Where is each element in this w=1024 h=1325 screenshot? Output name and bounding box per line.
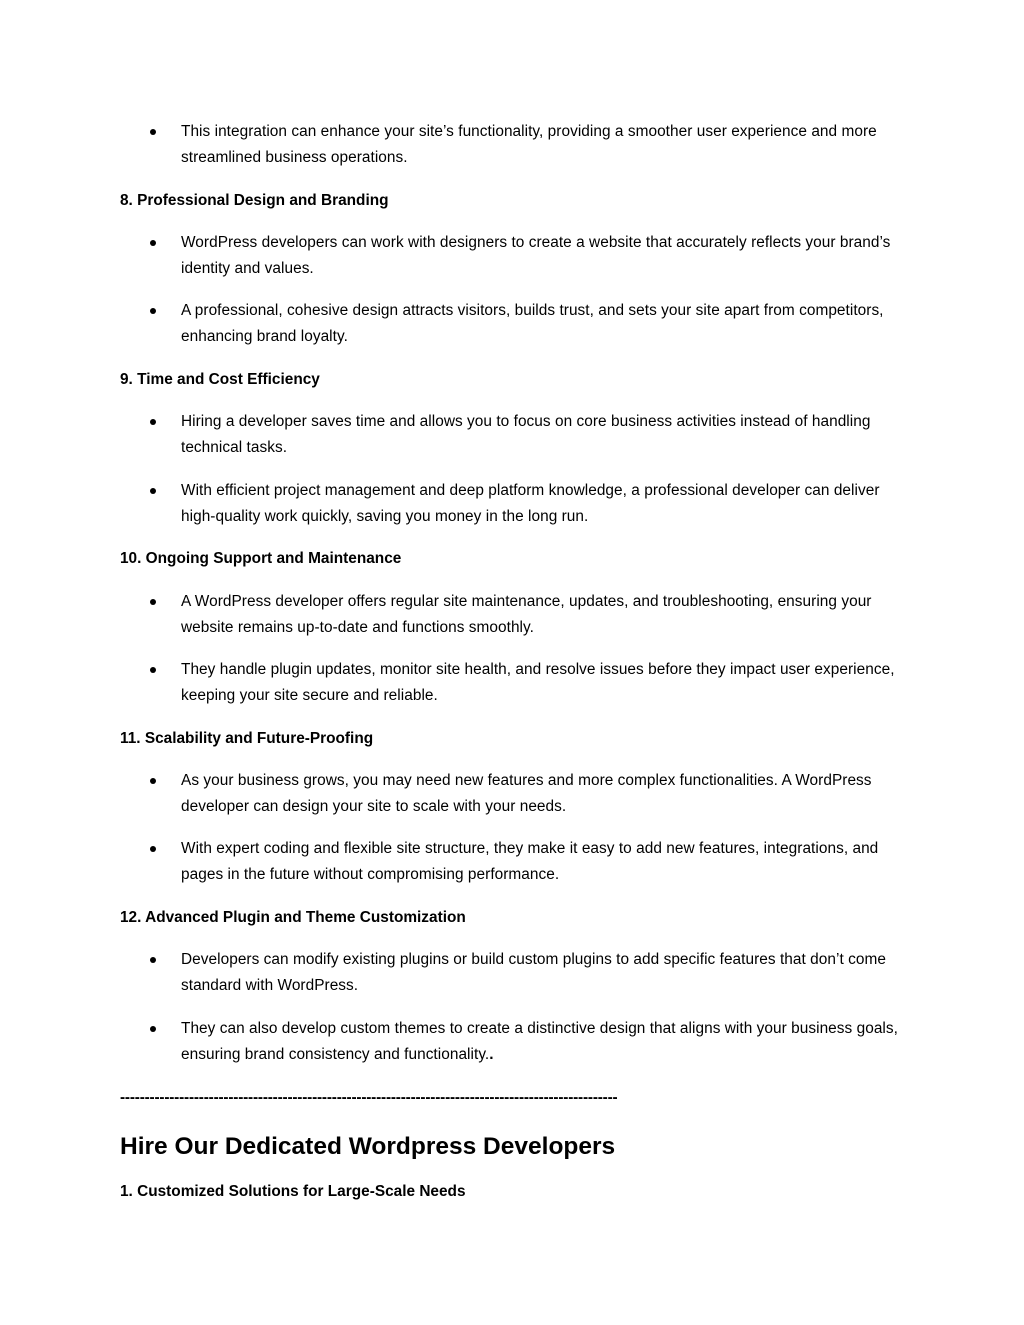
section-heading: 1. Customized Solutions for Large-Scale Needs bbox=[120, 1183, 466, 1200]
bullet-item bbox=[181, 1016, 906, 1068]
page-section-title: Hire Our Dedicated Wordpress Developers bbox=[120, 1133, 616, 1160]
section-heading: 12. Advanced Plugin and Theme Customization bbox=[120, 909, 466, 926]
bullet-item: A professional, cohesive design attracts visitors, builds trust, and sets your site apart from competitors, enhancing brand loyalty. bbox=[181, 302, 884, 345]
bullet-marker bbox=[150, 599, 156, 605]
section-heading: 8. Professional Design and Branding bbox=[120, 192, 389, 209]
bullet-marker bbox=[150, 488, 156, 494]
bullet-item: WordPress developers can work with designers to create a website that accurately reflects your brand’s identity and values. bbox=[181, 234, 891, 277]
bullet-marker bbox=[150, 667, 156, 673]
bullet-item: With efficient project management and deep platform knowledge, a professional developer can deliver high-quality work quickly, saving you money in the long run. bbox=[181, 482, 880, 525]
bullet-marker bbox=[150, 957, 156, 963]
bullet-item-text: They can also develop custom themes to create a distinctive design that aligns with your business goals, ensuring brand consistency and functionality. bbox=[181, 1020, 898, 1063]
bullet-item: This integration can enhance your site’s functionality, providing a smoother user experience and more streamlined business operations. bbox=[181, 123, 877, 166]
section-heading: 11. Scalability and Future-Proofing bbox=[120, 730, 374, 747]
bullet-marker bbox=[150, 846, 156, 852]
bullet-item: As your business grows, you may need new features and more complex functionalities. A WordPress developer can design your site to scale with your needs. bbox=[181, 772, 872, 815]
bullet-item: They handle plugin updates, monitor site health, and resolve issues before they impact user experience, keeping your site secure and reliable. bbox=[181, 661, 895, 704]
bullet-marker bbox=[150, 778, 156, 784]
bullet-item: Hiring a developer saves time and allows you to focus on core business activities instead of handling technical tasks. bbox=[181, 413, 871, 456]
bullet-marker bbox=[150, 129, 156, 135]
bullet-item: With expert coding and flexible site structure, they make it easy to add new features, integrations, and pages in the future without compromising performance. bbox=[181, 840, 879, 883]
bullet-marker bbox=[150, 240, 156, 246]
section-heading: 9. Time and Cost Efficiency bbox=[120, 371, 320, 388]
bullet-item: Developers can modify existing plugins or build custom plugins to add specific features that don’t come standard with WordPress. bbox=[181, 951, 886, 994]
dashed-divider: ----------------------------------------------------------------------------------------------------- bbox=[120, 1089, 618, 1106]
bullet-item: A WordPress developer offers regular site maintenance, updates, and troubleshooting, ensuring your website remains up-to-date and functions smoothly. bbox=[181, 593, 872, 636]
bullet-marker bbox=[150, 419, 156, 425]
bullet-marker bbox=[150, 1026, 156, 1032]
bullet-marker bbox=[150, 308, 156, 314]
bold-period: . bbox=[489, 1046, 494, 1063]
section-heading: 10. Ongoing Support and Maintenance bbox=[120, 550, 402, 567]
